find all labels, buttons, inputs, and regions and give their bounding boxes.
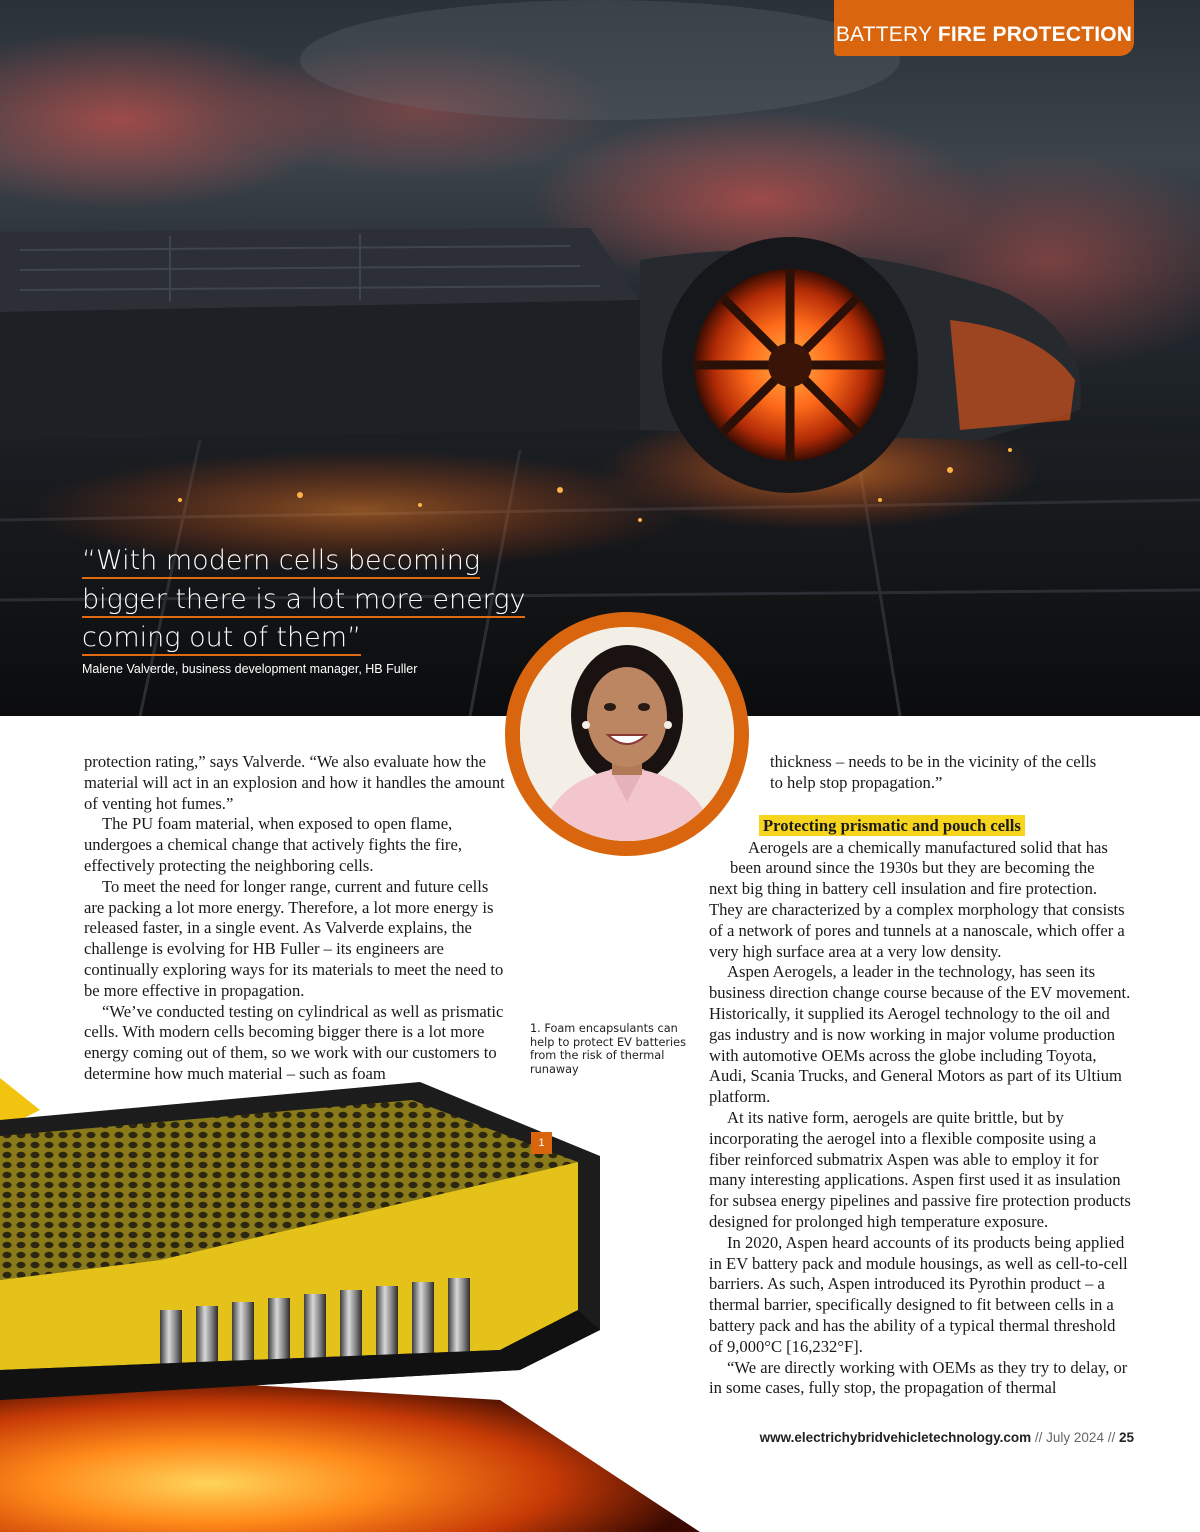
battery-pack-figure: [0, 1070, 700, 1532]
right-line-4: been around since the 1930s but they are becoming the: [730, 858, 1095, 878]
section-tag-bold: FIRE PROTECTION: [937, 23, 1133, 46]
section-subhead: Protecting prismatic and pouch cells: [759, 815, 1025, 836]
pull-quote: [82, 542, 552, 658]
pull-quote-attribution: Malene Valverde, business development manager, HB Fuller: [82, 662, 418, 676]
right-paragraph-3: At its native form, aerogels are quite brittle, but by incorporating the aerogel into a flexible composite using a fiber reinforced submatrix Aspen was able to employ it for many interesting applications. Aspen first used it as insulation for subsea energy pipelines and passive fire protection products designed for prolonged high temperature exposure.: [709, 1107, 1131, 1231]
footer-separator-2: //: [1103, 1430, 1119, 1445]
right-paragraph-5: “We are directly working with OEMs as they try to delay, or in some cases, fully stop, the propagation of thermal: [709, 1357, 1128, 1398]
portrait-photo: [520, 627, 734, 841]
woman-portrait-image: [520, 627, 734, 841]
left-paragraph-1: protection rating,” says Valverde. “We also evaluate how the material will act in an explosion and how it handles the amount of venting hot fumes.”: [84, 752, 505, 813]
right-column: [709, 752, 1131, 1399]
right-line-2: to help stop propagation.”: [770, 772, 943, 792]
page-footer: [760, 1430, 1134, 1445]
hero-image: [0, 0, 1200, 716]
pull-quote-line-2: bigger there is a lot more energy: [82, 584, 525, 618]
left-paragraph-3: To meet the need for longer range, current and future cells are packing a lot more energy. Therefore, a lot more energy is released faster, in a single event. As Valverde explains, the challenge is evolving for HB Fuller – its engineers are continually exploring ways for its materials to meet the need to be more effective in propagation.: [84, 876, 504, 1000]
footer-date: July 2024: [1046, 1430, 1104, 1445]
right-line-3: Aerogels are a chemically manufactured solid that has: [748, 837, 1108, 857]
right-line-1: thickness – needs to be in the vicinity of the cells: [770, 752, 1097, 771]
subhead-wrap: [709, 816, 1131, 838]
left-paragraph-2: The PU foam material, when exposed to open flame, undergoes a chemical change that actively fights the fire, effectively protecting the neighboring cells.: [84, 814, 462, 875]
footer-website: www.electrichybridvehicletechnology.com: [759, 1430, 1032, 1445]
right-paragraph-4: In 2020, Aspen heard accounts of its products being applied in EV battery pack and module housings, as well as cell-to-cell barriers. As such, Aspen introduced its Pyrothin product – a thermal barrier, specifically designed to fit between cells in a battery pack and has the ability of a typical thermal threshold of 9,000°C [16,232°F].: [709, 1232, 1128, 1356]
footer-separator-1: //: [1031, 1430, 1047, 1445]
pull-quote-line-1: “With modern cells becoming: [82, 545, 480, 579]
right-paragraph-2: Aspen Aerogels, a leader in the technology, has seen its business direction change course because of the EV movement. Historically, it supplied its Aerogel technology to the oil and gas industry and is now working in major volume production with automotive OEMs across the globe including Toyota, Audi, Scania Trucks, and General Motors as part of its Ultium platform.: [709, 962, 1131, 1107]
footer-page-number: 25: [1118, 1430, 1134, 1445]
pull-quote-line-3: coming out of them”: [82, 622, 361, 656]
section-tag: [834, 0, 1134, 56]
left-paragraph-4: “We’ve conducted testing on cylindrical as well as prismatic cells. With modern cells becoming bigger there is a lot more energy coming out of them, so we work with our customers to determine how much material – such as foam: [84, 1001, 504, 1083]
figure-number-badge: 1: [531, 1132, 552, 1154]
left-column: [84, 752, 508, 1085]
right-paragraph-1-rest: next big thing in battery cell insulation and fire protection. They are characterized by a complex morphology that consists of a network of pores and tunnels at a nanoscale, which offer a very high surface area at a very low density.: [709, 879, 1125, 961]
section-tag-light: BATTERY: [835, 23, 938, 46]
figure-caption: 1. Foam encapsulants can help to protect EV batteries from the risk of thermal runaway: [530, 1022, 687, 1076]
